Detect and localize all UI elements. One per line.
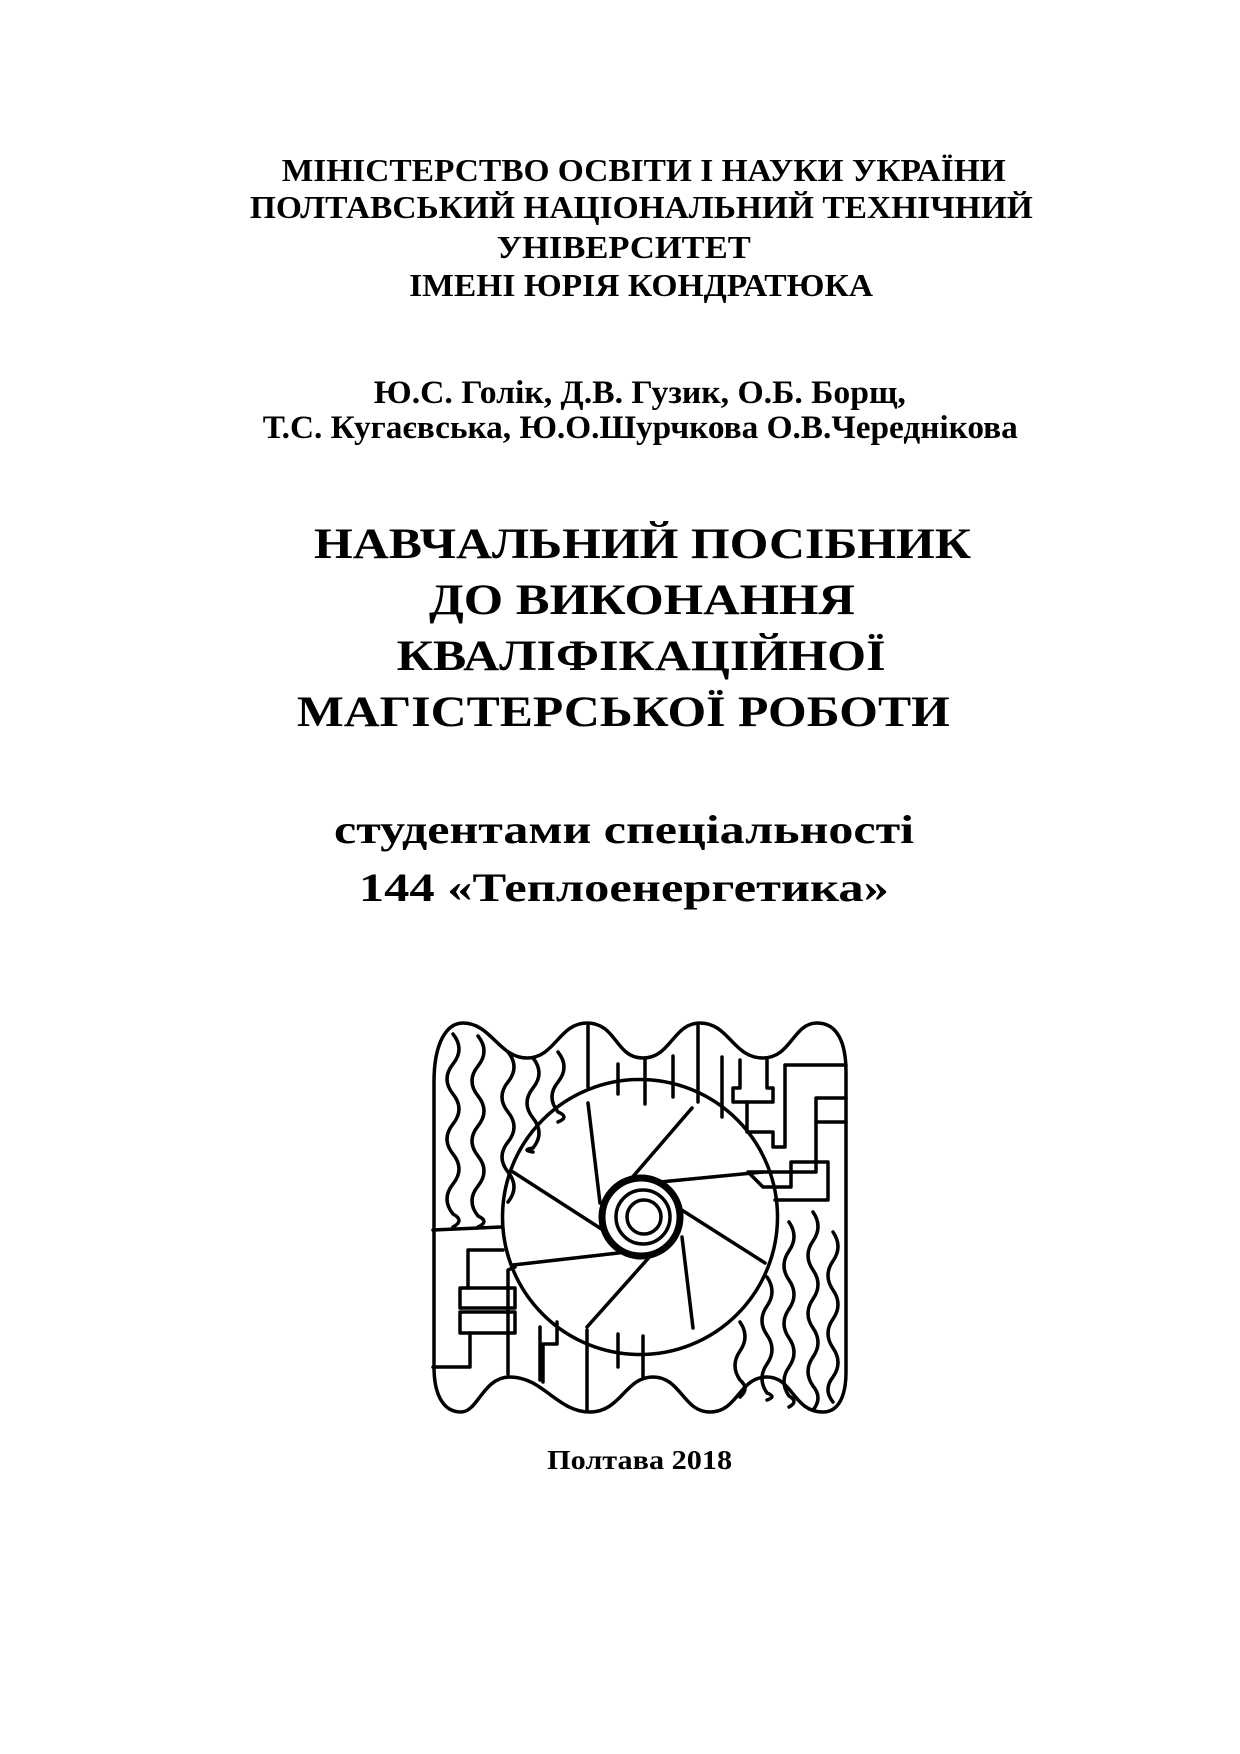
emblem-circuit-lines	[433, 1026, 846, 1410]
emblem-wave-line	[447, 1034, 459, 1227]
title-line-1: НАВЧАЛЬНИЙ ПОСІБНИК	[313, 521, 971, 568]
university-name-line-2: УНІВЕРСИТЕТ	[496, 229, 751, 265]
authors-line-1: Ю.С. Голік, Д.В. Гузик, О.Б. Борщ,	[373, 375, 906, 411]
emblem-wave-line	[828, 1232, 838, 1402]
emblem-wave-line	[762, 1277, 772, 1400]
title-line-3: КВАЛІФІКАЦІЙНОЇ	[396, 633, 886, 680]
authors-line-2: Т.С. Кугаєвська, Ю.О.Шурчкова О.В.Череднікова	[262, 410, 1018, 446]
emblem-hub-core	[627, 1200, 661, 1234]
emblem-turbine-blades	[513, 1103, 765, 1328]
title-line-4: МАГІСТЕРСЬКОЇ РОБОТИ	[296, 689, 950, 736]
emblem-wave-line	[735, 1322, 745, 1397]
university-emblem-icon	[431, 1020, 849, 1416]
university-name-line-1: ПОЛТАВСЬКИЙ НАЦІОНАЛЬНИЙ ТЕХНІЧНИЙ	[249, 189, 1033, 225]
emblem-wave-line	[472, 1036, 484, 1227]
emblem-turbine-circle	[503, 1080, 778, 1355]
ministry-name: МІНІСТЕРСТВО ОСВІТИ І НАУКИ УКРАЇНИ	[281, 152, 1006, 188]
specialty-line-2: 144 «Теплоенергетика»	[358, 865, 889, 910]
city-year: Полтава 2018	[547, 1445, 733, 1475]
title-line-2: ДО ВИКОНАННЯ	[428, 577, 855, 624]
university-name-line-3: ІМЕНІ ЮРІЯ КОНДРАТЮКА	[409, 267, 873, 303]
specialty-line-1: студентами спеціальності	[333, 807, 914, 852]
emblem-wave-line	[784, 1222, 794, 1407]
emblem-wave-line	[808, 1212, 818, 1410]
